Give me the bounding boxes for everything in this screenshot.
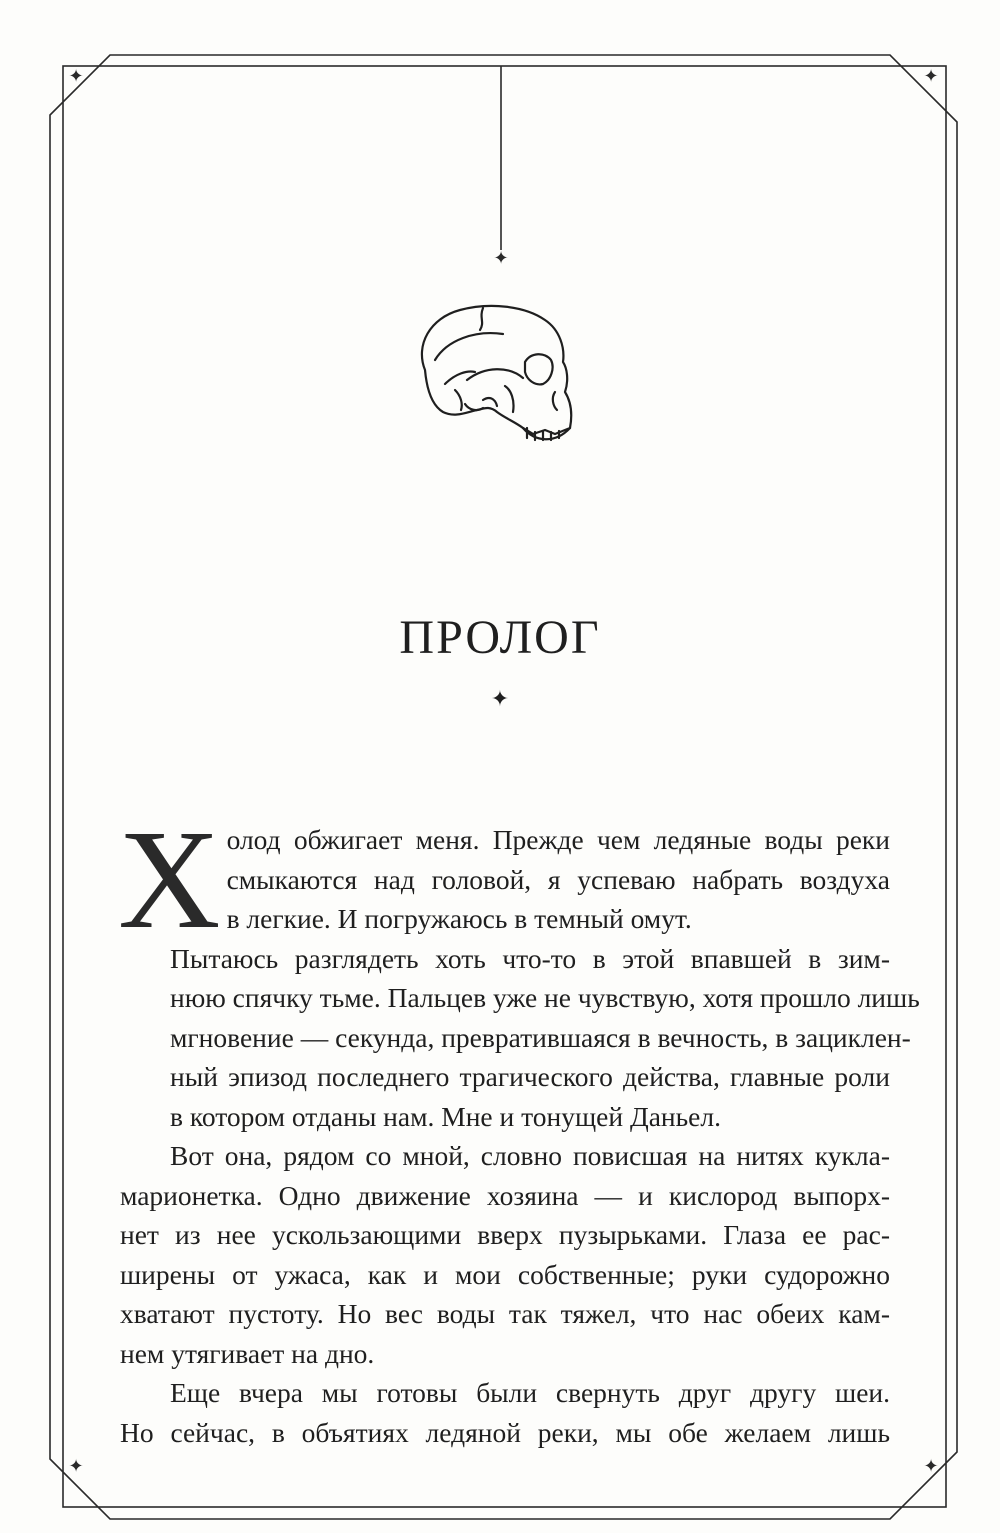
text-line: нюю спячку тьме. Пальцев уже не чувствую, хотя прошло лишь	[170, 982, 920, 1013]
text-line: нем утягивает на дно.	[120, 1337, 375, 1369]
text-line: Пытаюсь разглядеть хоть что-то в этой впавшей в зим-	[170, 942, 890, 974]
paragraph-3	[120, 1136, 890, 1373]
chapter-title: ПРОЛОГ	[399, 611, 601, 664]
text-line: ширены от ужаса, как и мои собственные; руки судорожно	[120, 1258, 890, 1290]
paragraph-2	[120, 939, 920, 1137]
corner-star-icon: ✦	[923, 1456, 939, 1477]
text-line: Еще вчера мы готовы были свернуть друг другу шеи.	[170, 1377, 890, 1408]
text-line: ный эпизод последнего трагического действа, главные роли	[170, 1061, 890, 1092]
corner-star-icon: ✦	[68, 1456, 84, 1477]
text-line: марионетка. Одно движение хозяина — и кислород выпорх-	[120, 1179, 890, 1211]
title-star-icon: ✦	[490, 686, 510, 711]
text-line: нет из нее ускользающими вверх пузырьками. Глаза ее рас-	[120, 1219, 890, 1250]
pendant-star-icon: ✦	[493, 248, 509, 269]
paragraph-4	[120, 1373, 890, 1452]
body-text	[118, 800, 920, 1452]
text-line: в котором отданы нам. Мне и тонущей Даньел.	[170, 1100, 721, 1132]
text-line: в легкие. И погружаюсь в темный омут.	[226, 903, 692, 934]
text-line: Вот она, рядом со мной, словно повисшая на нитях кукла-	[170, 1140, 890, 1171]
skull-illustration	[405, 300, 585, 445]
text-line: смыкаются над головой, я успеваю набрать воздуха	[226, 863, 890, 895]
corner-star-icon: ✦	[68, 66, 84, 87]
drop-cap: Х	[118, 800, 221, 958]
text-line: мгновение — секунда, превратившаяся в вечность, в зациклен-	[170, 1021, 911, 1053]
text-line: Но сейчас, в объятиях ледяной реки, мы обе желаем лишь	[120, 1416, 890, 1448]
text-line: хватают пустоту. Но вес воды так тяжел, что нас обеих кам-	[120, 1298, 890, 1329]
text-line: олод обжигает меня. Прежде чем ледяные воды реки	[226, 824, 890, 855]
corner-star-icon: ✦	[923, 66, 939, 87]
